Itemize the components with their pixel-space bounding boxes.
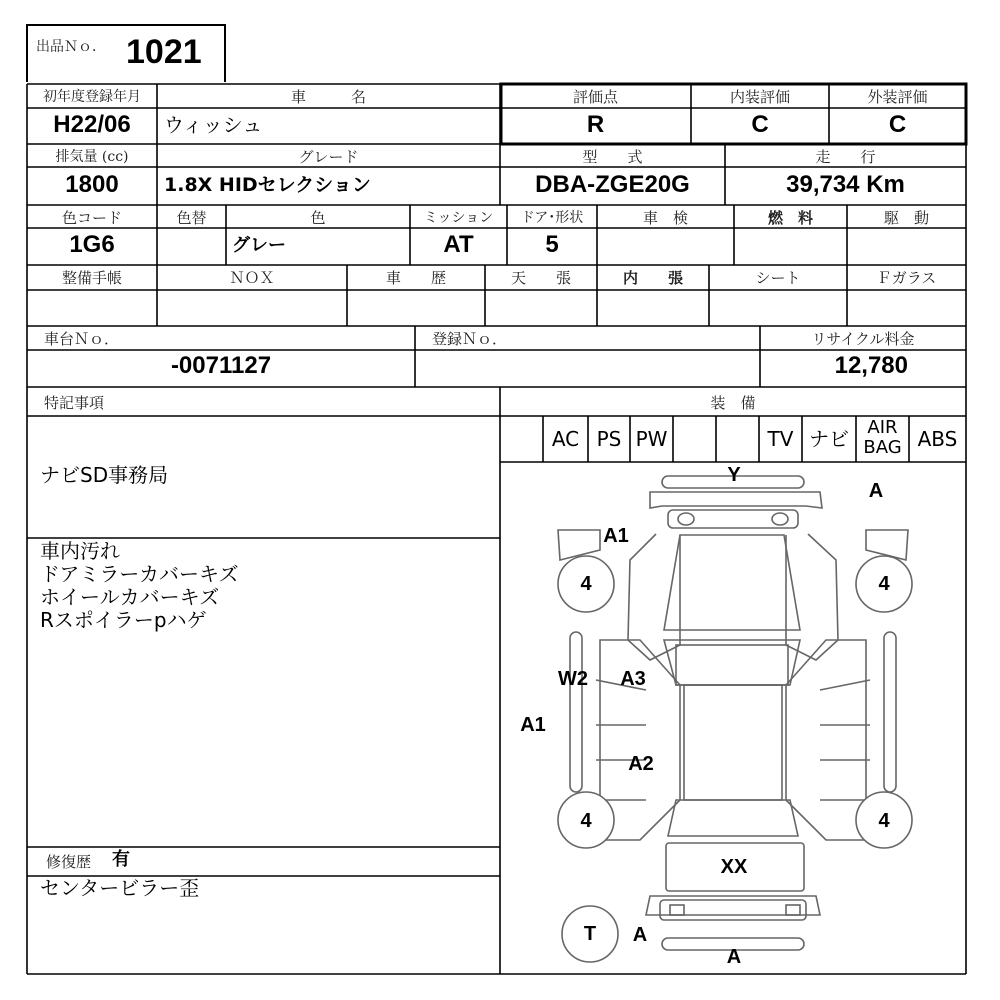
mission-value: AT bbox=[443, 231, 474, 258]
mark-front-right: A bbox=[868, 480, 884, 502]
exterior-value: C bbox=[888, 111, 907, 138]
name-value: ウィッシュ bbox=[164, 113, 263, 137]
mark-front-bumper: Y bbox=[727, 464, 741, 486]
mission-label: ミッション bbox=[423, 210, 494, 226]
chassis-value: -0071127 bbox=[170, 352, 272, 379]
equip-item-8: AIR BAG bbox=[863, 417, 902, 458]
remark-2: ドアミラーカバーキズ bbox=[40, 562, 239, 586]
mark-spare-tire: T bbox=[583, 923, 597, 945]
equip-item-6: TV bbox=[767, 427, 794, 451]
name-label: 車 名 bbox=[290, 88, 366, 106]
mark-tire-fl: 4 bbox=[580, 573, 592, 595]
fuel-label: 燃 料 bbox=[767, 209, 813, 227]
displacement-value: 1800 bbox=[65, 171, 119, 198]
color-code-value: 1G6 bbox=[69, 231, 115, 258]
recycle-label: リサイクル料金 bbox=[811, 330, 915, 348]
drive-label: 駆 動 bbox=[883, 209, 929, 227]
color-value: グレー bbox=[232, 235, 286, 256]
model-label: 型 式 bbox=[582, 148, 643, 166]
car-diagram bbox=[500, 462, 966, 974]
equip-item-9: ABS bbox=[917, 427, 958, 451]
glass-label: Ｆガラス bbox=[876, 269, 937, 287]
inspection-label: 車 検 bbox=[642, 209, 688, 227]
mark-left-pillar: A3 bbox=[620, 668, 646, 690]
interior-trim-label: 内 張 bbox=[622, 269, 683, 287]
remark-3: ホイールカバーキズ bbox=[40, 585, 220, 609]
registration-label: 登録Ｎｏ． bbox=[432, 330, 508, 348]
equipment-label: 装 備 bbox=[710, 394, 756, 412]
mileage-label: 走 行 bbox=[815, 148, 876, 166]
mark-left-rear-door: A2 bbox=[628, 753, 654, 775]
mark-tire-fr: 4 bbox=[878, 573, 890, 595]
repair-label: 修復歴 bbox=[46, 853, 92, 871]
mark-rear-left: A bbox=[632, 924, 648, 946]
interior-value: C bbox=[751, 111, 769, 138]
mark-tire-rl: 4 bbox=[580, 810, 592, 832]
equip-item-2: PS bbox=[596, 427, 622, 451]
door-value: 5 bbox=[545, 231, 559, 258]
exterior-label: 外装評価 bbox=[867, 88, 928, 106]
equip-item-1: AC bbox=[551, 427, 580, 451]
mark-back-door: XX bbox=[720, 856, 748, 878]
year-label: 初年度登録年月 bbox=[43, 89, 141, 105]
recycle-value: 12,780 bbox=[834, 352, 908, 379]
history-label: 車 歴 bbox=[385, 269, 446, 287]
mark-left-front-door: W2 bbox=[558, 668, 588, 690]
mark-left-side: A1 bbox=[520, 714, 546, 736]
model-value: DBA-ZGE20G bbox=[535, 171, 690, 198]
remark-4: Rスポイラーpハゲ bbox=[40, 608, 207, 632]
equip-item-7: ナビ bbox=[809, 427, 849, 451]
displacement-label: 排気量 (cc) bbox=[55, 149, 129, 165]
mark-rear-bumper: A bbox=[726, 946, 742, 968]
special-note: ナビSD事務局 bbox=[40, 463, 169, 487]
mark-tire-rr: 4 bbox=[878, 810, 890, 832]
mark-front-left-fender: A1 bbox=[603, 525, 629, 547]
chassis-label: 車台Ｎｏ． bbox=[44, 330, 120, 348]
maintenance-label: 整備手帳 bbox=[61, 269, 122, 287]
grade-value: 1.8X HIDセレクション bbox=[164, 174, 371, 196]
special-label: 特記事項 bbox=[44, 394, 105, 412]
color-code-label: 色コード bbox=[61, 209, 122, 227]
roof-label: 天 張 bbox=[510, 269, 571, 287]
interior-label: 内装評価 bbox=[729, 88, 790, 106]
year-value: H22/06 bbox=[53, 111, 131, 138]
equip-item-3: PW bbox=[635, 427, 668, 451]
remark-1: 車内汚れ bbox=[40, 539, 120, 563]
door-label: ドア･形状 bbox=[520, 210, 584, 226]
repair-note: センタービラー歪 bbox=[40, 876, 200, 900]
score-value: R bbox=[586, 111, 605, 138]
lot-number: 1021 bbox=[126, 33, 202, 71]
mileage-value: 39,734 Km bbox=[786, 171, 905, 198]
grade-label: グレード bbox=[298, 148, 359, 166]
lot-label: 出品Ｎｏ． bbox=[36, 39, 106, 55]
color-label: 色 bbox=[310, 209, 326, 227]
color-change-label: 色替 bbox=[176, 209, 207, 227]
nox-label: ＮＯＸ bbox=[229, 269, 275, 287]
score-label: 評価点 bbox=[572, 88, 618, 106]
seat-label: シート bbox=[755, 269, 801, 287]
repair-value: 有 bbox=[112, 849, 130, 870]
